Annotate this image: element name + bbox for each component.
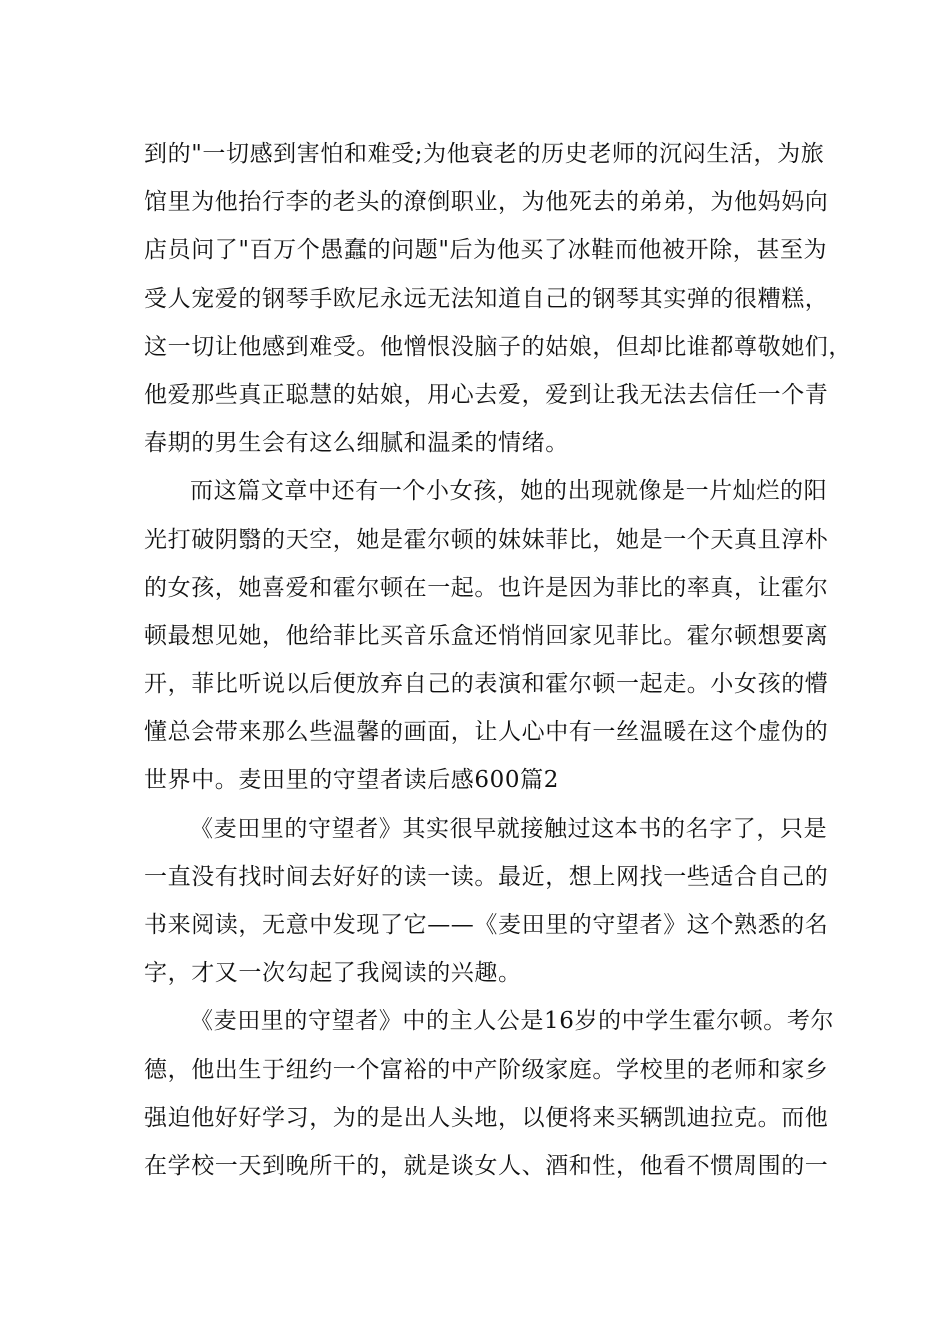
text-line: 的女孩，她喜爱和霍尔顿在一起。也许是因为菲比的率真，让霍尔 [144,574,829,601]
text-line: 一直没有找时间去好好的读一读。最近，想上网找一些适合自己的 [144,863,829,890]
text-line: 馆里为他抬行李的老头的潦倒职业，为他死去的弟弟，为他妈妈向 [144,189,829,216]
text-line: 在学校一天到晚所干的，就是谈女人、酒和性，他看不惯周围的一 [144,1152,829,1179]
text-line: 春期的男生会有这么细腻和温柔的情绪。 [144,430,569,457]
document-body [144,130,852,1190]
paragraph [144,805,829,998]
text-line: 《麦田里的守望者》其实很早就接触过这本书的名字了，只是 [190,815,828,842]
text-line: 强迫他好好学习，为的是出人头地，以便将来买辆凯迪拉克。而他 [144,1104,829,1131]
text-line: 光打破阴翳的天空，她是霍尔顿的妹妹菲比，她是一个天真且淳朴 [144,526,829,553]
text-line: 店员问了"百万个愚蠢的问题"后为他买了冰鞋而他被开除，甚至为 [144,237,828,264]
paragraph [144,130,852,467]
text-line: 书来阅读，无意中发现了它——《麦田里的守望者》这个熟悉的名 [144,912,829,938]
text-line: 他爱那些真正聪慧的姑娘，用心去爱，爱到让我无法去信任一个青 [144,381,829,408]
text-line: 世界中。麦田里的守望者读后感600篇2 [144,767,559,794]
text-line: 字，才又一次勾起了我阅读的兴趣。 [144,960,522,987]
text-line: 开，菲比听说以后便放弃自己的表演和霍尔顿一起走。小女孩的懵 [144,671,829,698]
text-line: 顿最想见她，他给菲比买音乐盒还悄悄回家见菲比。霍尔顿想要离 [144,622,829,649]
text-line: 懂总会带来那么些温馨的画面，让人心中有一丝温暖在这个虚伪的 [144,719,829,746]
paragraph [144,467,829,804]
paragraph [144,997,835,1190]
text-line: 受人宠爱的钢琴手欧尼永远无法知道自己的钢琴其实弹的很糟糕， [144,285,829,312]
text-line: 到的"一切感到害怕和难受;为他衰老的历史老师的沉闷生活，为旅 [144,141,825,167]
text-line: 这一切让他感到难受。他憎恨没脑子的姑娘，但却比谁都尊敬她们， [144,333,852,360]
text-line: 德，他出生于纽约一个富裕的中产阶级家庭。学校里的老师和家乡 [144,1056,829,1083]
text-line: 而这篇文章中还有一个小女孩，她的出现就像是一片灿烂的阳 [190,478,828,505]
text-line: 《麦田里的守望者》中的主人公是16岁的中学生霍尔顿。考尔 [190,1008,835,1035]
